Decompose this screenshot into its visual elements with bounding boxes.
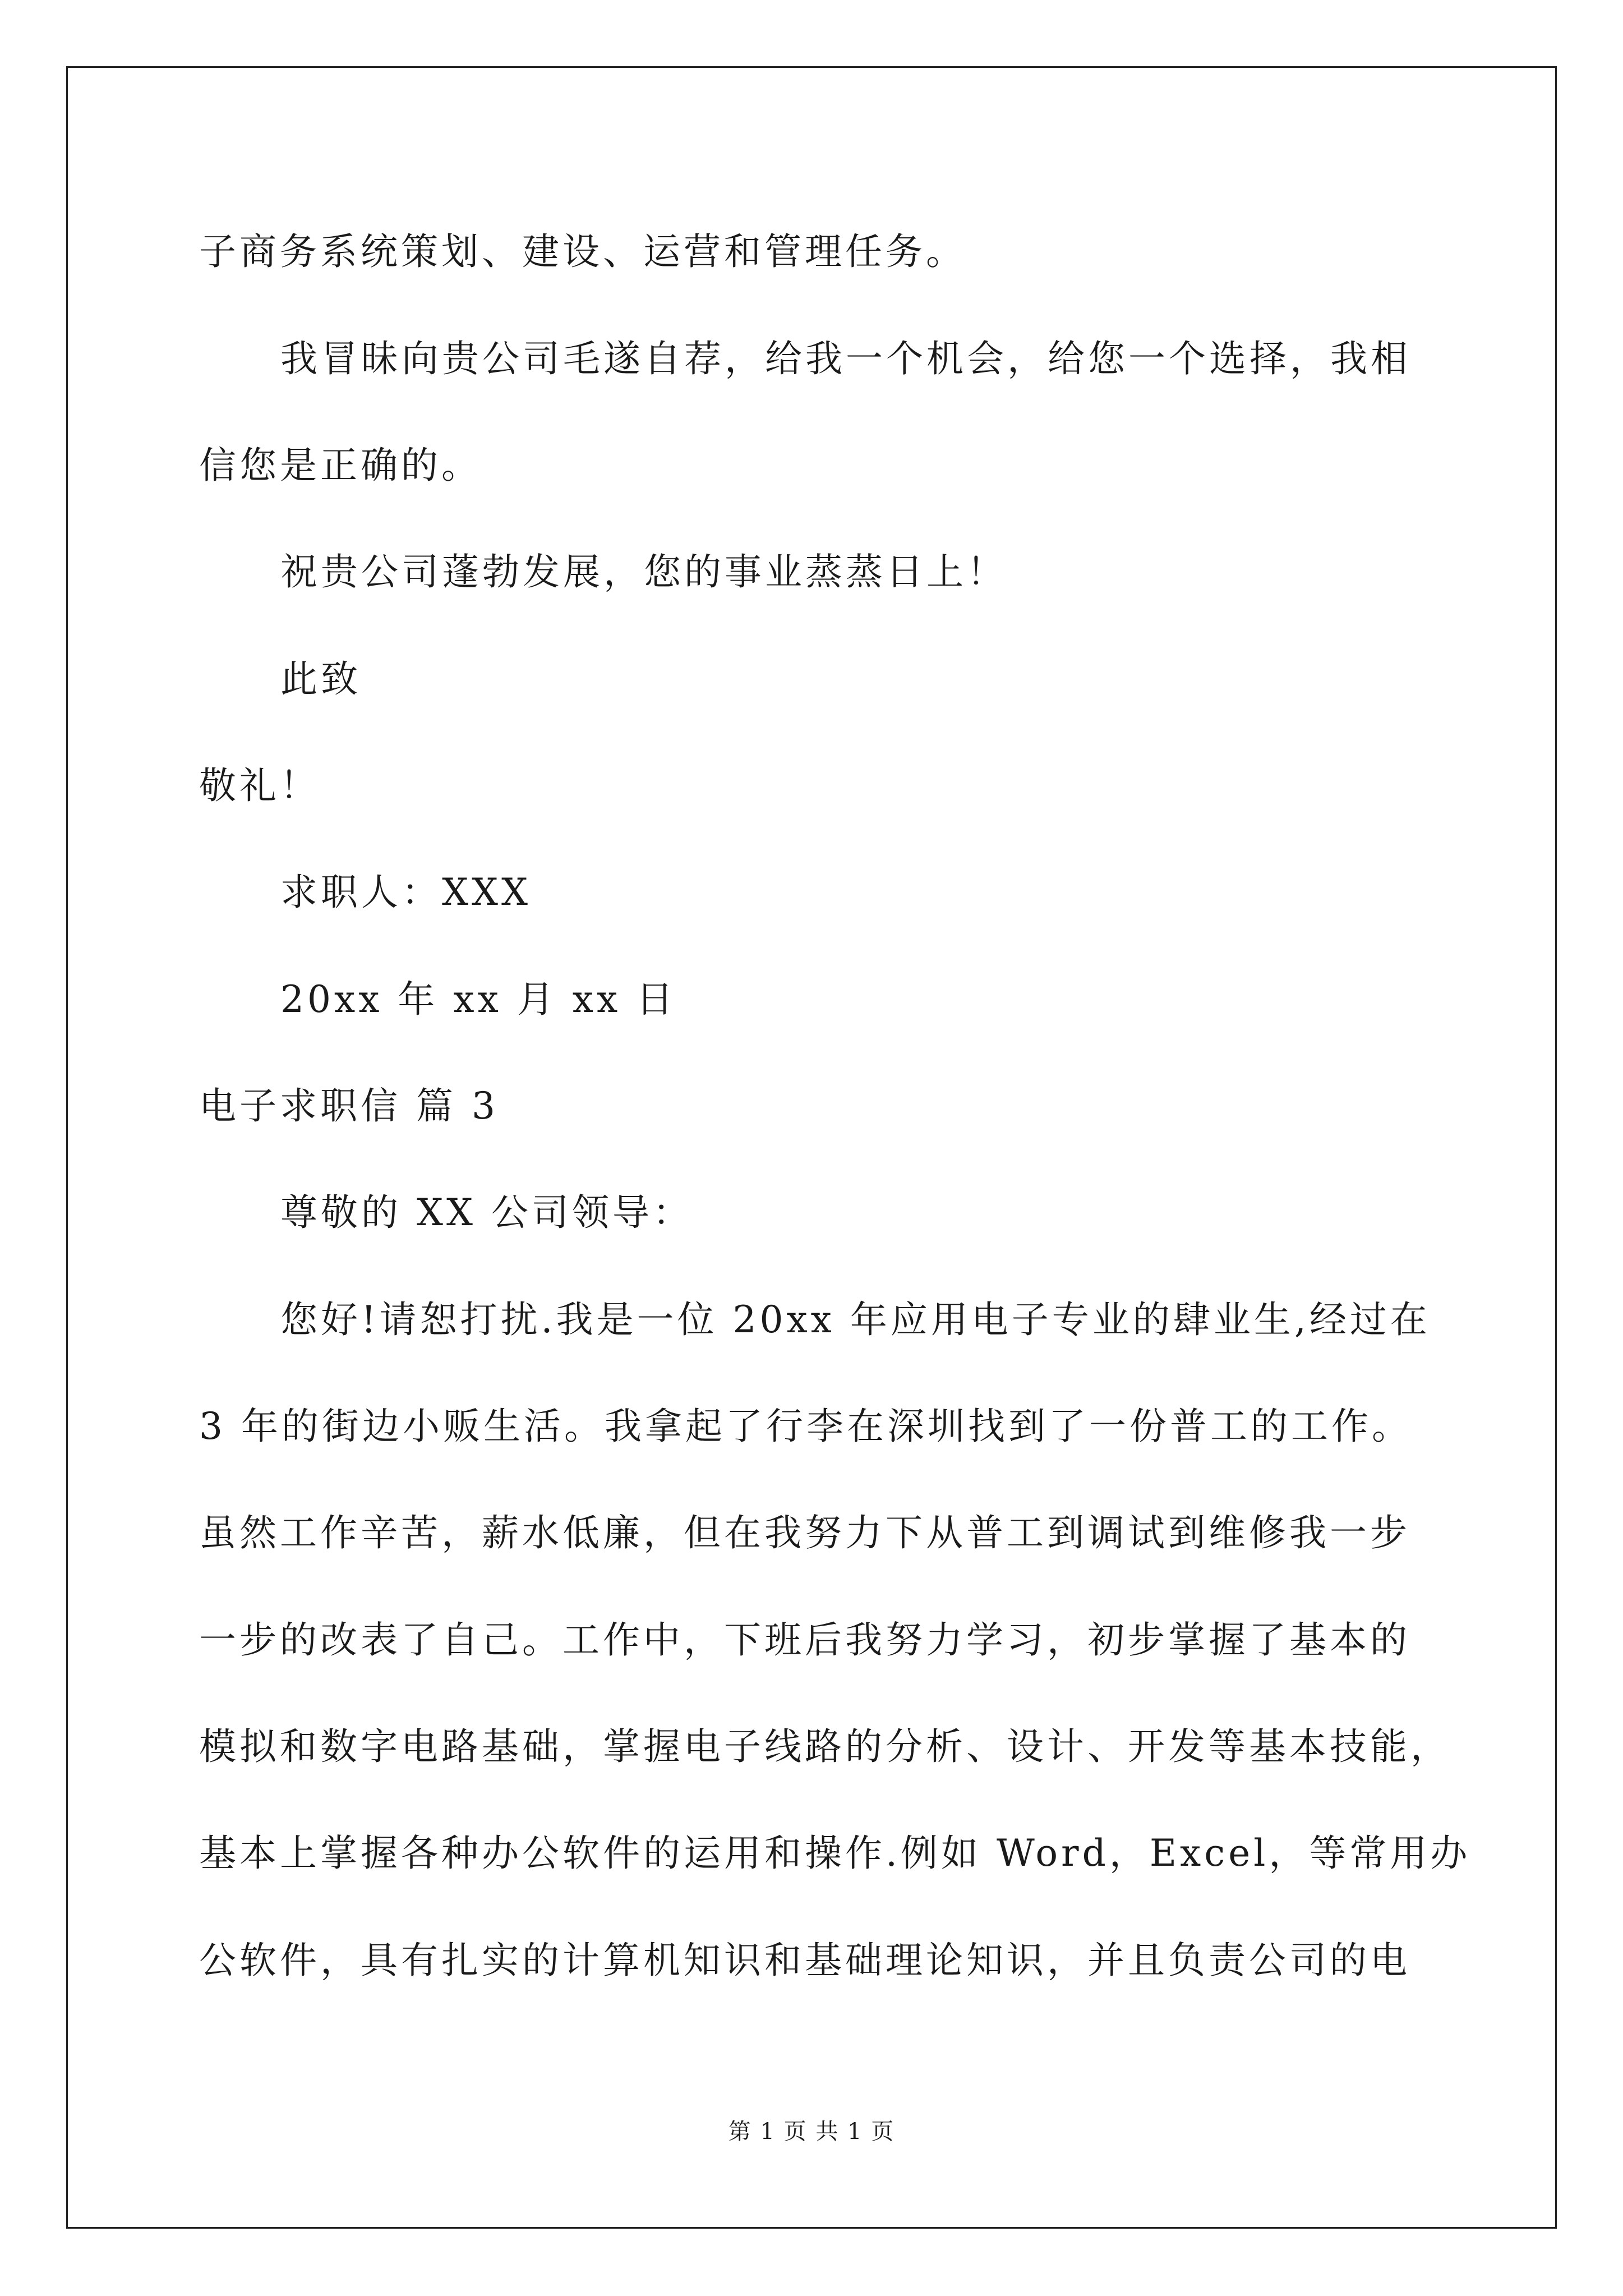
date-line: 20xx 年 xx 月 xx 日 (280, 978, 677, 1021)
text-line: 您好!请恕打扰.我是一位 20xx 年应用电子专业的肆业生,经过在 (280, 1298, 1431, 1341)
section-heading: 电子求职信 篇 3 (199, 1084, 499, 1128)
text-line: 虽然工作辛苦，薪水低廉，但在我努力下从普工到调试到维修我一步 (199, 1511, 1410, 1554)
text-line: 一步的改表了自己。工作中，下班后我努力学习，初步掌握了基本的 (199, 1618, 1410, 1662)
text-line: 祝贵公司蓬勃发展，您的事业蒸蒸日上！ (280, 550, 1007, 593)
text-line: 公软件，具有扎实的计算机知识和基础理论知识，并且负责公司的电 (199, 1939, 1410, 1982)
text-line: 子商务系统策划、建设、运营和管理任务。 (199, 230, 966, 273)
text-line: 敬礼！ (199, 764, 320, 807)
signature-line: 求职人：XXX (280, 871, 531, 914)
text-line: 基本上掌握各种办公软件的运用和操作.例如 Word，Excel，等常用办 (199, 1832, 1471, 1875)
text-line: 模拟和数字电路基础，掌握电子线路的分析、设计、开发等基本技能， (199, 1725, 1451, 1768)
page-frame (66, 66, 1557, 2229)
text-line: 信您是正确的。 (199, 444, 482, 487)
page-footer: 第 1 页 共 1 页 (728, 2119, 895, 2145)
text-line: 我冒昧向贵公司毛遂自荐，给我一个机会，给您一个选择，我相 (280, 337, 1411, 380)
salutation-line: 尊敬的 XX 公司领导： (280, 1191, 693, 1234)
text-line: 3 年的街边小贩生活。我拿起了行李在深圳找到了一份普工的工作。 (199, 1405, 1412, 1448)
text-line: 此致 (280, 657, 361, 701)
